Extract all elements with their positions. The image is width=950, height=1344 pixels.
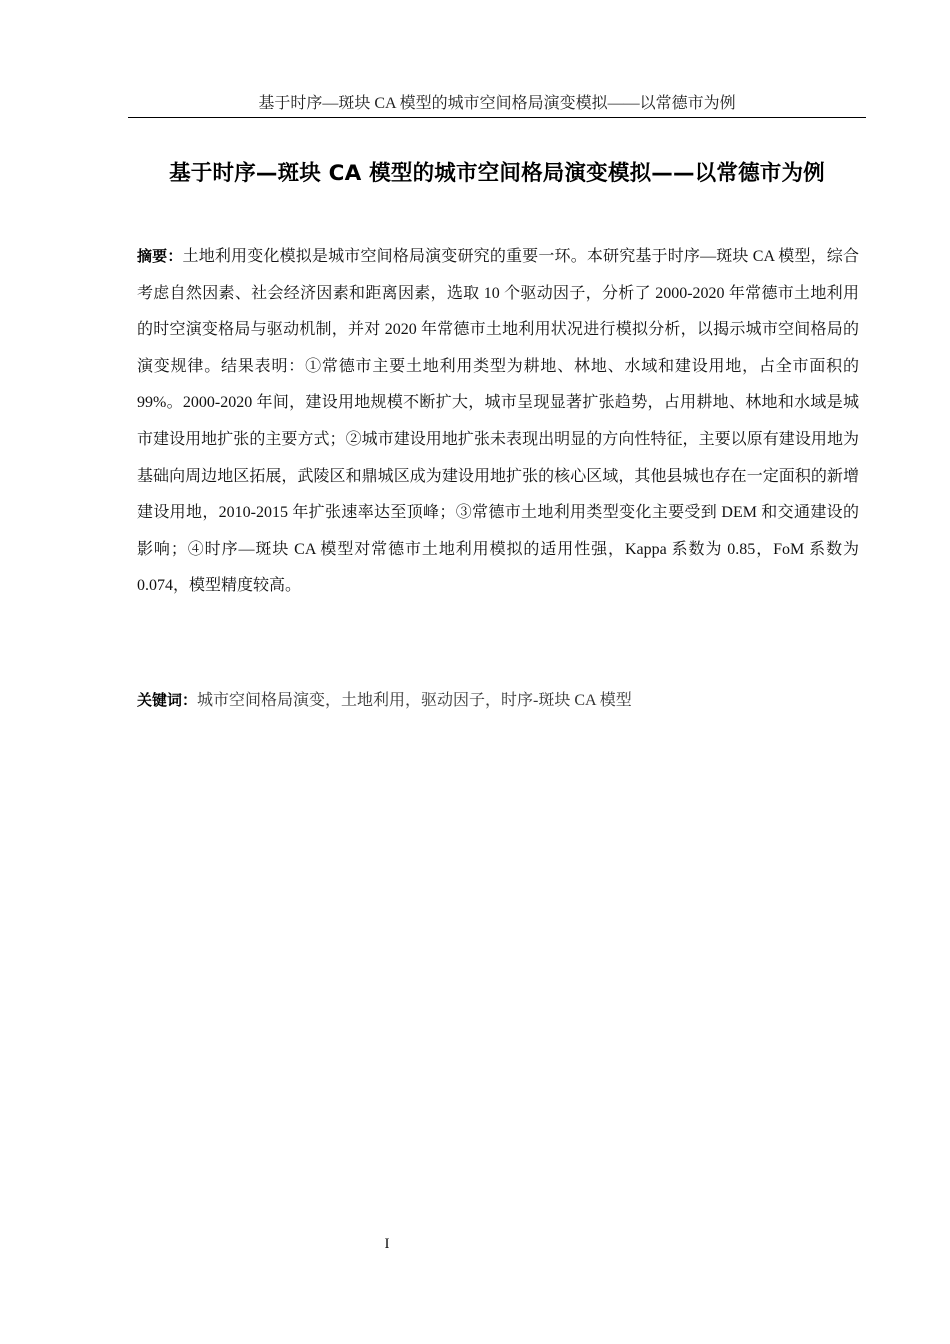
header-rule bbox=[128, 117, 866, 118]
keywords-line bbox=[137, 684, 859, 717]
keywords-label: 关键词： bbox=[137, 691, 198, 709]
abstract-label: 摘要： bbox=[137, 247, 183, 265]
abstract-paragraph bbox=[137, 238, 859, 605]
page-number: I bbox=[384, 1236, 390, 1252]
running-header: 基于时序—斑块 CA 模型的城市空间格局演变模拟——以常德市为例 bbox=[258, 95, 736, 112]
keywords-text: 城市空间格局演变，土地利用，驱动因子，时序-斑块 CA 模型 bbox=[197, 692, 632, 709]
abstract-text: 土地利用变化模拟是城市空间格局演变研究的重要一环。本研究基于时序—斑块 CA 模型，综合考虑自然因素、社会经济因素和距离因素，选取 10 个驱动因子，分析了 2000-2020 年常德市土地利用的时空演变格局与驱动机制，并对 2020 年常德市土地利用状况进行模拟分析，以揭示城市空间格局的演变规律。结果表明：①常德市主要土地利用类型为耕地、林地、水域和建设用地，占全市面积的 99%。2000-2020 年间，建设用地规模不断扩大，城市呈现显著扩张趋势，占用耕地、林地和水域是城市建设用地扩张的主要方式；②城市建设用地扩张未表现出明显的方向性特征，主要以原有建设用地为基础向周边地区拓展，武陵区和鼎城区成为建设用地扩张的核心区域，其他县城也存在一定面积的新增建设用地，2010-2015 年扩张速率达至顶峰；③常德市土地利用类型变化主要受到 DEM 和交通建设的影响；④时序—斑块 CA 模型对常德市土地利用模拟的适用性强，Kappa 系数为 0.85，FoM 系数为 0.074，模型精度较高。 bbox=[137, 248, 859, 595]
document-title: 基于时序—斑块 CA 模型的城市空间格局演变模拟——以常德市为例 bbox=[169, 161, 825, 186]
